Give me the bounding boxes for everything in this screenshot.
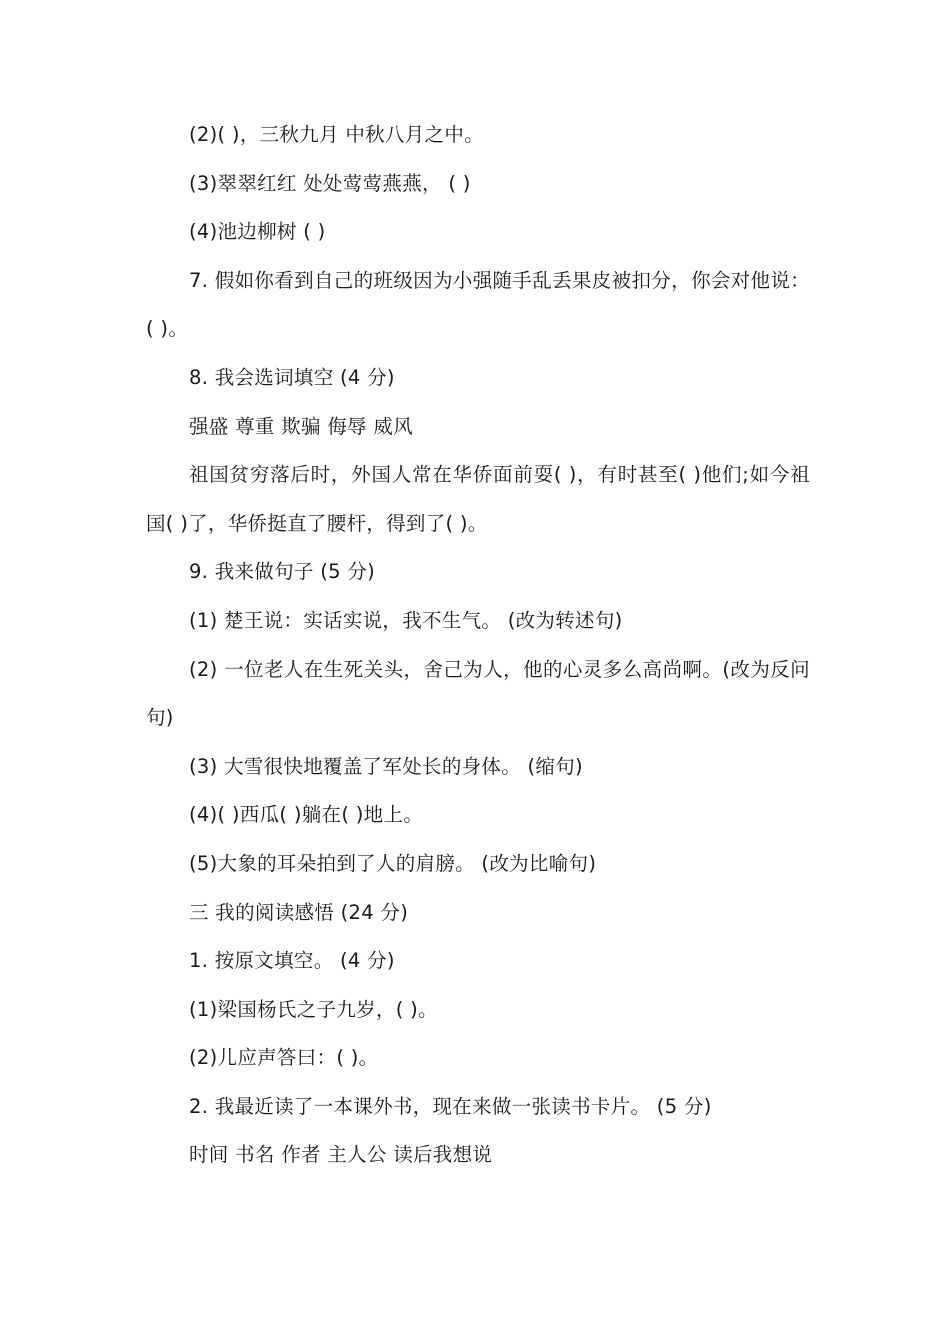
paragraph-q8-passage: 祖国贫穷落后时，外国人常在华侨面前耍( )，有时甚至( )他们;如今祖国( )了，华侨挺直了腰杆，得到了( )。 <box>146 463 810 535</box>
paragraph-q9-1: (1) 楚王说：实话实说，我不生气。 (改为转述句) <box>189 608 623 632</box>
paragraph-q6-4: (4)池边柳树 ( ) <box>189 220 326 244</box>
paragraph-s3-q1-2: (2)儿应声答曰：( )。 <box>189 1046 379 1070</box>
heading-q8: 8. 我会选词填空 (4 分) <box>189 365 395 389</box>
paragraph-q7: 7. 假如你看到自己的班级因为小强随手乱丢果皮被扣分，你会对他说：( )。 <box>146 268 810 341</box>
paragraph-q6-2: (2)( )，三秋九月 中秋八月之中。 <box>189 123 484 146</box>
paragraph-q9-3: (3) 大雪很快地覆盖了军处长的身体。 (缩句) <box>189 754 583 778</box>
document-body <box>146 111 810 1180</box>
paragraph-reading-card-fields: 时间 书名 作者 主人公 读后我想说 <box>189 1143 493 1167</box>
paragraph-q9-2: (2) 一位老人在生死关头，舍己为人，他的心灵多么高尚啊。(改为反问句) <box>146 657 810 730</box>
heading-q9: 9. 我来做句子 (5 分) <box>189 560 376 584</box>
paragraph-q6-3: (3)翠翠红红 处处莺莺燕燕， ( ) <box>189 171 471 195</box>
paragraph-s3-q1-1: (1)梁国杨氏之子九岁，( )。 <box>189 997 438 1021</box>
paragraph-word-bank: 强盛 尊重 欺骗 侮辱 威风 <box>189 414 413 438</box>
heading-s3-q2: 2. 我最近读了一本课外书，现在来做一张读书卡片。 (5 分) <box>189 1094 712 1118</box>
paragraph-q9-5: (5)大象的耳朵拍到了人的肩膀。 (改为比喻句) <box>189 851 597 875</box>
heading-s3-q1: 1. 按原文填空。 (4 分) <box>189 949 395 973</box>
paragraph-q9-4: (4)( )西瓜( )躺在( )地上。 <box>189 803 424 827</box>
heading-section-3: 三 我的阅读感悟 (24 分) <box>189 900 409 924</box>
